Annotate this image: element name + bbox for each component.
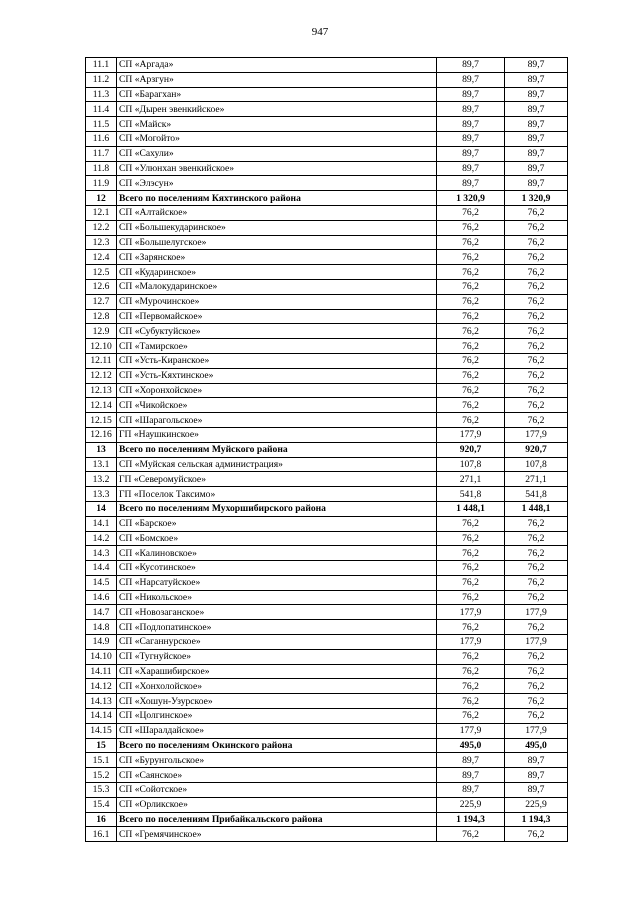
value-cell-1: 76,2 xyxy=(437,383,505,398)
value-cell-2: 76,2 xyxy=(505,368,568,383)
table-row-total xyxy=(86,442,568,457)
row-number: 11.8 xyxy=(86,161,117,176)
value-cell-2: 76,2 xyxy=(505,679,568,694)
value-cell-2: 76,2 xyxy=(505,220,568,235)
table-row xyxy=(86,368,568,383)
table-row xyxy=(86,753,568,768)
row-number: 12.2 xyxy=(86,220,117,235)
table-row xyxy=(86,279,568,294)
row-number: 12.7 xyxy=(86,294,117,309)
settlement-name: СП «Дырен эвенкийское» xyxy=(117,102,437,117)
settlement-name: СП «Саганнурское» xyxy=(117,635,437,650)
table-row xyxy=(86,220,568,235)
settlement-name: СП «Элэсун» xyxy=(117,176,437,191)
settlement-name: СП «Малокударинское» xyxy=(117,279,437,294)
settlement-name: СП «Барагхан» xyxy=(117,87,437,102)
settlement-name: СП «Усть-Кяхтинское» xyxy=(117,368,437,383)
value-cell-1: 76,2 xyxy=(437,694,505,709)
table-body xyxy=(86,58,568,842)
settlement-name: ГП «Наушкинское» xyxy=(117,427,437,442)
row-number: 11.6 xyxy=(86,131,117,146)
row-number: 14 xyxy=(86,501,117,516)
value-cell-1: 76,2 xyxy=(437,368,505,383)
value-cell-1: 76,2 xyxy=(437,294,505,309)
table-row xyxy=(86,309,568,324)
row-number: 13.1 xyxy=(86,457,117,472)
value-cell-1: 271,1 xyxy=(437,472,505,487)
table-row xyxy=(86,546,568,561)
settlement-name: СП «Большелугское» xyxy=(117,235,437,250)
row-number: 14.5 xyxy=(86,575,117,590)
row-number: 13.3 xyxy=(86,487,117,502)
value-cell-2: 76,2 xyxy=(505,664,568,679)
settlement-name: СП «Хонхолойское» xyxy=(117,679,437,694)
value-cell-1: 89,7 xyxy=(437,131,505,146)
table-row xyxy=(86,783,568,798)
value-cell-2: 89,7 xyxy=(505,131,568,146)
value-cell-2: 76,2 xyxy=(505,561,568,576)
value-cell-2: 76,2 xyxy=(505,324,568,339)
value-cell-2: 76,2 xyxy=(505,398,568,413)
table-row xyxy=(86,353,568,368)
row-number: 14.7 xyxy=(86,605,117,620)
settlement-name: СП «Могойто» xyxy=(117,131,437,146)
value-cell-2: 76,2 xyxy=(505,383,568,398)
table-row xyxy=(86,146,568,161)
value-cell-2: 76,2 xyxy=(505,279,568,294)
table-row-total xyxy=(86,812,568,827)
row-number: 13.2 xyxy=(86,472,117,487)
table-row xyxy=(86,131,568,146)
settlement-name: СП «Майск» xyxy=(117,117,437,132)
value-cell-2: 76,2 xyxy=(505,709,568,724)
settlement-name: СП «Гремячинское» xyxy=(117,827,437,842)
row-number: 14.8 xyxy=(86,620,117,635)
settlement-name: СП «Барское» xyxy=(117,516,437,531)
settlement-name: ГП «Северомуйское» xyxy=(117,472,437,487)
table-row xyxy=(86,161,568,176)
value-cell-2: 76,2 xyxy=(505,649,568,664)
value-cell-1: 76,2 xyxy=(437,265,505,280)
row-number: 12 xyxy=(86,191,117,206)
settlement-name: СП «Сахули» xyxy=(117,146,437,161)
value-cell-2: 76,2 xyxy=(505,516,568,531)
value-cell-2: 89,7 xyxy=(505,117,568,132)
value-cell-1: 76,2 xyxy=(437,620,505,635)
table-row-total xyxy=(86,738,568,753)
value-cell-1: 76,2 xyxy=(437,709,505,724)
settlement-name: Всего по поселениям Кяхтинского района xyxy=(117,191,437,206)
settlement-name: СП «Харашибирское» xyxy=(117,664,437,679)
value-cell-1: 89,7 xyxy=(437,783,505,798)
row-number: 12.9 xyxy=(86,324,117,339)
value-cell-1: 89,7 xyxy=(437,58,505,73)
row-number: 15.4 xyxy=(86,797,117,812)
row-number: 11.3 xyxy=(86,87,117,102)
value-cell-1: 76,2 xyxy=(437,664,505,679)
table-row xyxy=(86,768,568,783)
row-number: 14.9 xyxy=(86,635,117,650)
settlement-name: СП «Зарянское» xyxy=(117,250,437,265)
row-number: 11.4 xyxy=(86,102,117,117)
row-number: 12.6 xyxy=(86,279,117,294)
settlement-name: СП «Орликское» xyxy=(117,797,437,812)
settlement-name: СП «Подлопатинское» xyxy=(117,620,437,635)
value-cell-1: 177,9 xyxy=(437,427,505,442)
value-cell-1: 76,2 xyxy=(437,575,505,590)
value-cell-1: 89,7 xyxy=(437,753,505,768)
row-number: 12.10 xyxy=(86,339,117,354)
settlement-name: СП «Никольское» xyxy=(117,590,437,605)
row-number: 14.10 xyxy=(86,649,117,664)
value-cell-1: 76,2 xyxy=(437,649,505,664)
row-number: 13 xyxy=(86,442,117,457)
table-row xyxy=(86,87,568,102)
settlement-name: СП «Первомайское» xyxy=(117,309,437,324)
table-row xyxy=(86,457,568,472)
value-cell-1: 541,8 xyxy=(437,487,505,502)
settlement-name: СП «Муйская сельская администрация» xyxy=(117,457,437,472)
value-cell-1: 76,2 xyxy=(437,324,505,339)
value-cell-1: 495,0 xyxy=(437,738,505,753)
value-cell-2: 89,7 xyxy=(505,176,568,191)
value-cell-1: 76,2 xyxy=(437,235,505,250)
row-number: 15.2 xyxy=(86,768,117,783)
page-number: 947 xyxy=(311,26,329,38)
table-row xyxy=(86,427,568,442)
value-cell-2: 89,7 xyxy=(505,58,568,73)
value-cell-2: 89,7 xyxy=(505,102,568,117)
row-number: 16.1 xyxy=(86,827,117,842)
row-number: 14.14 xyxy=(86,709,117,724)
table-row-total xyxy=(86,501,568,516)
row-number: 12.4 xyxy=(86,250,117,265)
row-number: 14.11 xyxy=(86,664,117,679)
table-row xyxy=(86,383,568,398)
value-cell-1: 1 194,3 xyxy=(437,812,505,827)
value-cell-2: 920,7 xyxy=(505,442,568,457)
table-row xyxy=(86,635,568,650)
value-cell-2: 76,2 xyxy=(505,309,568,324)
value-cell-2: 89,7 xyxy=(505,146,568,161)
value-cell-1: 76,2 xyxy=(437,590,505,605)
row-number: 11.1 xyxy=(86,58,117,73)
value-cell-1: 76,2 xyxy=(437,220,505,235)
value-cell-2: 107,8 xyxy=(505,457,568,472)
value-cell-2: 76,2 xyxy=(505,590,568,605)
table-row xyxy=(86,694,568,709)
settlement-name: СП «Саянское» xyxy=(117,768,437,783)
settlement-name: СП «Кударинское» xyxy=(117,265,437,280)
row-number: 12.5 xyxy=(86,265,117,280)
value-cell-2: 89,7 xyxy=(505,753,568,768)
value-cell-2: 76,2 xyxy=(505,235,568,250)
table-row xyxy=(86,590,568,605)
table-row-total xyxy=(86,191,568,206)
row-number: 12.3 xyxy=(86,235,117,250)
value-cell-1: 225,9 xyxy=(437,797,505,812)
settlement-name: СП «Алтайское» xyxy=(117,205,437,220)
value-cell-1: 76,2 xyxy=(437,679,505,694)
row-number: 14.2 xyxy=(86,531,117,546)
value-cell-2: 89,7 xyxy=(505,783,568,798)
settlement-name: СП «Бурунгольское» xyxy=(117,753,437,768)
row-number: 12.11 xyxy=(86,353,117,368)
value-cell-1: 76,2 xyxy=(437,546,505,561)
table-row xyxy=(86,58,568,73)
table-row xyxy=(86,176,568,191)
settlement-name: СП «Шаралдайское» xyxy=(117,723,437,738)
settlement-name: СП «Бомское» xyxy=(117,531,437,546)
row-number: 14.1 xyxy=(86,516,117,531)
row-number: 11.2 xyxy=(86,72,117,87)
table-row xyxy=(86,561,568,576)
row-number: 15 xyxy=(86,738,117,753)
table-row xyxy=(86,516,568,531)
table-row xyxy=(86,398,568,413)
settlement-name: СП «Хоронхойское» xyxy=(117,383,437,398)
table-row xyxy=(86,664,568,679)
settlement-name: Всего по поселениям Окинского района xyxy=(117,738,437,753)
value-cell-1: 76,2 xyxy=(437,561,505,576)
table-row xyxy=(86,797,568,812)
value-cell-1: 177,9 xyxy=(437,723,505,738)
value-cell-1: 1 320,9 xyxy=(437,191,505,206)
settlement-name: ГП «Поселок Таксимо» xyxy=(117,487,437,502)
settlement-name: СП «Кусотинское» xyxy=(117,561,437,576)
settlement-name: Всего по поселениям Муйского района xyxy=(117,442,437,457)
value-cell-1: 89,7 xyxy=(437,117,505,132)
settlement-name: СП «Шарагольское» xyxy=(117,413,437,428)
value-cell-2: 89,7 xyxy=(505,72,568,87)
value-cell-2: 76,2 xyxy=(505,265,568,280)
value-cell-2: 76,2 xyxy=(505,575,568,590)
row-number: 14.4 xyxy=(86,561,117,576)
table-row xyxy=(86,294,568,309)
value-cell-2: 76,2 xyxy=(505,205,568,220)
value-cell-1: 89,7 xyxy=(437,72,505,87)
settlement-name: СП «Чикойское» xyxy=(117,398,437,413)
value-cell-2: 1 320,9 xyxy=(505,191,568,206)
value-cell-2: 177,9 xyxy=(505,605,568,620)
settlement-name: СП «Большекударинское» xyxy=(117,220,437,235)
row-number: 11.7 xyxy=(86,146,117,161)
table-row xyxy=(86,487,568,502)
value-cell-1: 76,2 xyxy=(437,531,505,546)
value-cell-2: 76,2 xyxy=(505,413,568,428)
table-row xyxy=(86,723,568,738)
value-cell-2: 495,0 xyxy=(505,738,568,753)
value-cell-1: 76,2 xyxy=(437,339,505,354)
value-cell-1: 89,7 xyxy=(437,102,505,117)
settlement-name: СП «Мурочинское» xyxy=(117,294,437,309)
table-row xyxy=(86,72,568,87)
value-cell-1: 76,2 xyxy=(437,279,505,294)
table-row xyxy=(86,117,568,132)
table-row xyxy=(86,620,568,635)
value-cell-1: 76,2 xyxy=(437,250,505,265)
value-cell-1: 107,8 xyxy=(437,457,505,472)
settlement-name: СП «Новозаганское» xyxy=(117,605,437,620)
settlement-name: СП «Улюнхан эвенкийское» xyxy=(117,161,437,176)
value-cell-2: 76,2 xyxy=(505,250,568,265)
value-cell-2: 76,2 xyxy=(505,827,568,842)
value-cell-2: 76,2 xyxy=(505,353,568,368)
table-row xyxy=(86,679,568,694)
row-number: 16 xyxy=(86,812,117,827)
value-cell-2: 76,2 xyxy=(505,546,568,561)
table-row xyxy=(86,709,568,724)
table-row xyxy=(86,250,568,265)
value-cell-1: 89,7 xyxy=(437,146,505,161)
table-row xyxy=(86,265,568,280)
table-row xyxy=(86,649,568,664)
settlement-name: СП «Тугнуйское» xyxy=(117,649,437,664)
table-row xyxy=(86,324,568,339)
row-number: 11.5 xyxy=(86,117,117,132)
table-row xyxy=(86,205,568,220)
row-number: 11.9 xyxy=(86,176,117,191)
row-number: 14.15 xyxy=(86,723,117,738)
value-cell-1: 89,7 xyxy=(437,176,505,191)
settlement-name: СП «Нарсатуйское» xyxy=(117,575,437,590)
value-cell-1: 76,2 xyxy=(437,353,505,368)
value-cell-1: 76,2 xyxy=(437,827,505,842)
value-cell-2: 177,9 xyxy=(505,635,568,650)
settlement-name: СП «Сойотское» xyxy=(117,783,437,798)
settlement-name: СП «Усть-Киранское» xyxy=(117,353,437,368)
settlements-table xyxy=(85,57,568,842)
table-row xyxy=(86,235,568,250)
settlement-name: Всего по поселениям Мухоршибирского района xyxy=(117,501,437,516)
value-cell-1: 89,7 xyxy=(437,161,505,176)
settlement-name: СП «Цолгинское» xyxy=(117,709,437,724)
table-row xyxy=(86,575,568,590)
settlement-name: СП «Тамирское» xyxy=(117,339,437,354)
value-cell-2: 89,7 xyxy=(505,87,568,102)
value-cell-2: 1 194,3 xyxy=(505,812,568,827)
value-cell-1: 76,2 xyxy=(437,413,505,428)
row-number: 12.13 xyxy=(86,383,117,398)
value-cell-1: 89,7 xyxy=(437,87,505,102)
table-row xyxy=(86,472,568,487)
value-cell-2: 76,2 xyxy=(505,531,568,546)
value-cell-2: 76,2 xyxy=(505,294,568,309)
row-number: 12.8 xyxy=(86,309,117,324)
value-cell-1: 1 448,1 xyxy=(437,501,505,516)
table-row xyxy=(86,339,568,354)
row-number: 12.15 xyxy=(86,413,117,428)
table-row xyxy=(86,827,568,842)
row-number: 15.3 xyxy=(86,783,117,798)
value-cell-1: 920,7 xyxy=(437,442,505,457)
table-row xyxy=(86,605,568,620)
row-number: 14.3 xyxy=(86,546,117,561)
row-number: 14.6 xyxy=(86,590,117,605)
row-number: 14.13 xyxy=(86,694,117,709)
value-cell-1: 76,2 xyxy=(437,205,505,220)
row-number: 12.1 xyxy=(86,205,117,220)
row-number: 14.12 xyxy=(86,679,117,694)
value-cell-1: 76,2 xyxy=(437,398,505,413)
row-number: 12.14 xyxy=(86,398,117,413)
value-cell-2: 177,9 xyxy=(505,427,568,442)
value-cell-2: 225,9 xyxy=(505,797,568,812)
table-row xyxy=(86,102,568,117)
value-cell-2: 89,7 xyxy=(505,161,568,176)
value-cell-1: 76,2 xyxy=(437,516,505,531)
settlement-name: СП «Субуктуйское» xyxy=(117,324,437,339)
value-cell-2: 76,2 xyxy=(505,694,568,709)
value-cell-2: 177,9 xyxy=(505,723,568,738)
value-cell-2: 76,2 xyxy=(505,339,568,354)
value-cell-1: 177,9 xyxy=(437,605,505,620)
value-cell-1: 177,9 xyxy=(437,635,505,650)
settlement-name: Всего по поселениям Прибайкальского района xyxy=(117,812,437,827)
row-number: 15.1 xyxy=(86,753,117,768)
value-cell-2: 541,8 xyxy=(505,487,568,502)
table-row xyxy=(86,531,568,546)
value-cell-1: 89,7 xyxy=(437,768,505,783)
settlement-name: СП «Арзгун» xyxy=(117,72,437,87)
value-cell-2: 89,7 xyxy=(505,768,568,783)
value-cell-2: 271,1 xyxy=(505,472,568,487)
settlement-name: СП «Аргада» xyxy=(117,58,437,73)
row-number: 12.16 xyxy=(86,427,117,442)
value-cell-1: 76,2 xyxy=(437,309,505,324)
value-cell-2: 76,2 xyxy=(505,620,568,635)
row-number: 12.12 xyxy=(86,368,117,383)
value-cell-2: 1 448,1 xyxy=(505,501,568,516)
settlement-name: СП «Калиновское» xyxy=(117,546,437,561)
settlement-name: СП «Хошун-Узурское» xyxy=(117,694,437,709)
table-row xyxy=(86,413,568,428)
